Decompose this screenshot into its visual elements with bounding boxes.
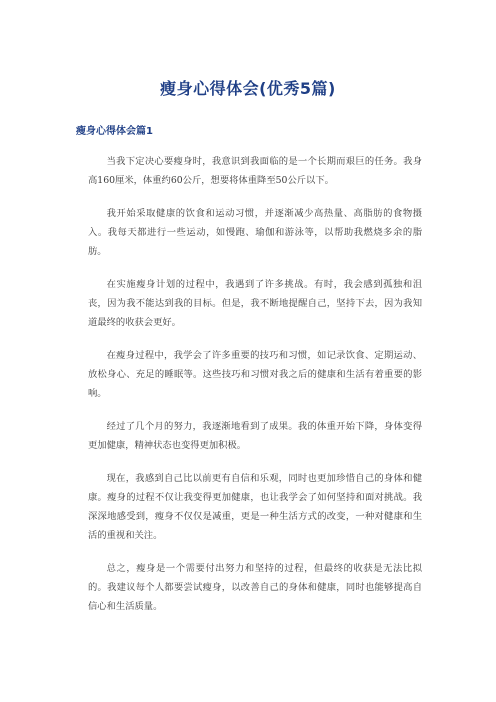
paragraph-4: 在瘦身过程中，我学会了许多重要的技巧和习惯，如记录饮食、定期运动、放松身心、充足的睡眠等。这些技巧和习惯对我之后的健康和生活有着重要的影响。 — [88, 350, 422, 399]
document-body — [88, 152, 422, 630]
paragraph-6: 现在，我感到自己比以前更有自信和乐观，同时也更加珍惜自己的身体和健康。瘦身的过程不仅让我变得更加健康，也让我学会了如何坚持和面对挑战。我深深地感受到，瘦身不仅仅是减重，更是一种生活方式的改变，一种对健康和生活的重视和关注。 — [88, 473, 422, 541]
paragraph-3: 在实施瘦身计划的过程中，我遇到了许多挑战。有时，我会感到孤独和沮丧，因为我不能达到我的目标。但是，我不断地提醒自己，坚持下去，因为我知道最终的收获会更好。 — [88, 279, 422, 328]
paragraph-5: 经过了几个月的努力，我逐渐地看到了成果。我的体重开始下降，身体变得更加健康，精神状态也变得更加积极。 — [88, 421, 422, 451]
paragraph-2: 我开始采取健康的饮食和运动习惯，并逐渐减少高热量、高脂肪的食物摄入。我每天都进行一些运动，如慢跑、瑜伽和游泳等，以帮助我燃烧多余的脂肪。 — [88, 208, 422, 257]
paragraph-7: 总之，瘦身是一个需要付出努力和坚持的过程，但最终的收获是无法比拟的。我建议每个人都要尝试瘦身，以改善自己的身体和健康，同时也能够提高自信心和生活质量。 — [88, 563, 422, 612]
document-title: 瘦身心得体会(优秀5篇) — [160, 79, 336, 98]
paragraph-1: 当我下定决心要瘦身时，我意识到我面临的是一个长期而艰巨的任务。我身高160厘米，体重约60公斤，想要将体重降至50公斤以下。 — [88, 156, 422, 186]
section-heading: 瘦身心得体会篇1 — [76, 126, 153, 137]
